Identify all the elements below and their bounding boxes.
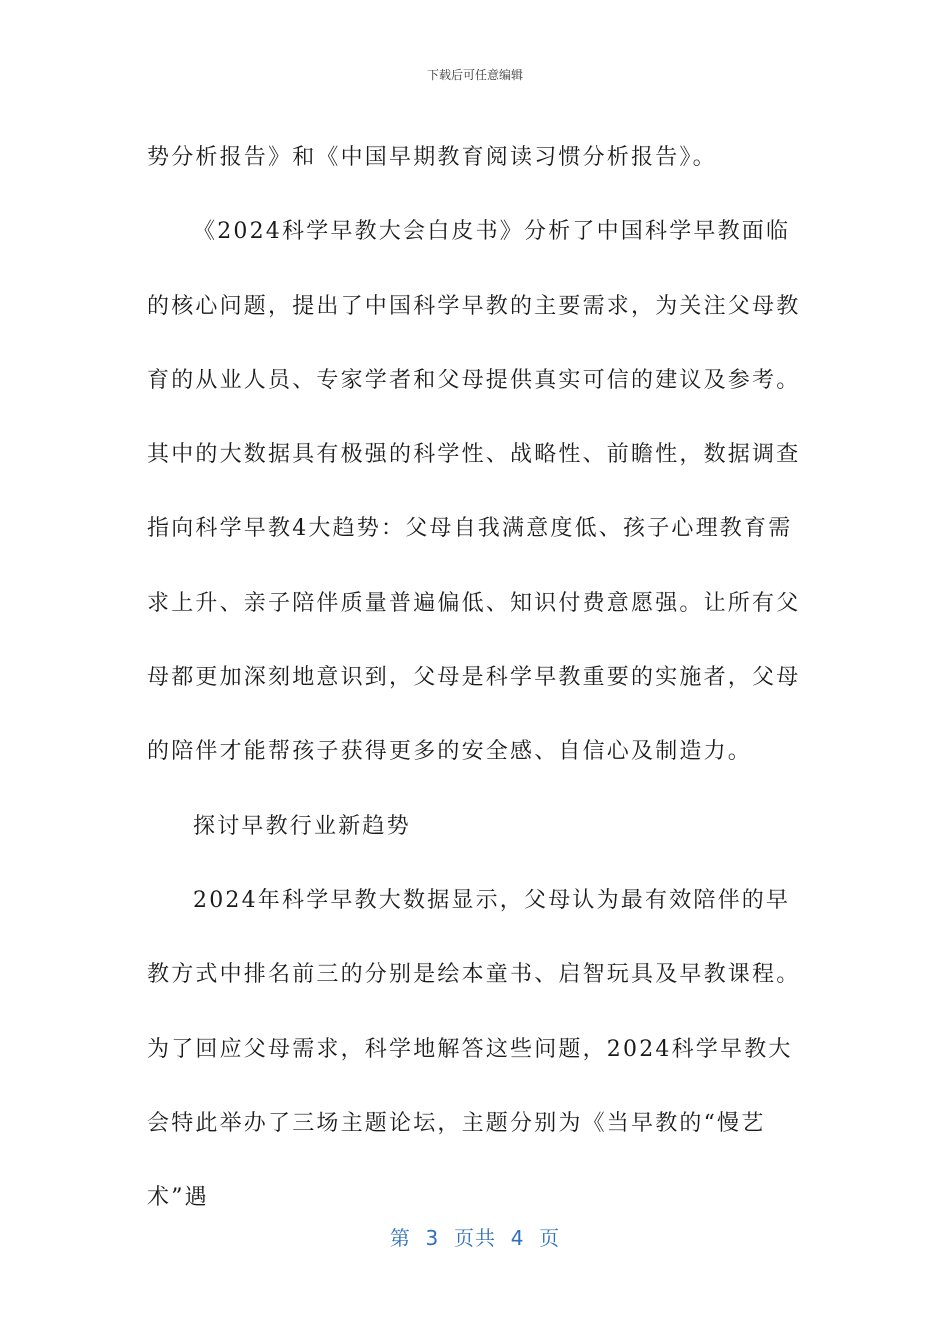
paragraph-continuation: 势分析报告》和《中国早期教育阅读习惯分析报告》。 <box>147 145 717 170</box>
page-header-note: 下载后可任意编辑 <box>426 68 523 82</box>
page-number-footer: 第 3 页共 4 页 <box>389 1226 561 1250</box>
paragraph-bigdata: 2024年科学早教大数据显示，父母认为最有效陪伴的早教方式中排名前三的分别是绘本童书、启智玩具及早教课程。为了回应父母需求，科学地解答这些问题，2024科学早教大会特此举办了三场主题论坛，主题分别为《当早教的“慢艺术”遇 <box>147 887 801 1211</box>
paragraph-whitepaper: 《2024科学早教大会白皮书》分析了中国科学早教面临的核心问题，提出了中国科学早教的主要需求，为关注父母教育的从业人员、专家学者和父母提供真实可信的建议及参考。其中的大数据具有极强的科学性、战略性、前瞻性，数据调查指向科学早教4大趋势：父母自我满意度低、孩子心理教育需求上升、亲子陪伴质量普遍偏低、知识付费意愿强。让所有父母都更加深刻地意识到，父母是科学早教重要的实施者，父母的陪伴才能帮孩子获得更多的安全感、自信心及制造力。 <box>147 219 801 765</box>
document-body <box>147 121 807 1235</box>
section-heading: 探讨早教行业新趋势 <box>193 813 411 839</box>
